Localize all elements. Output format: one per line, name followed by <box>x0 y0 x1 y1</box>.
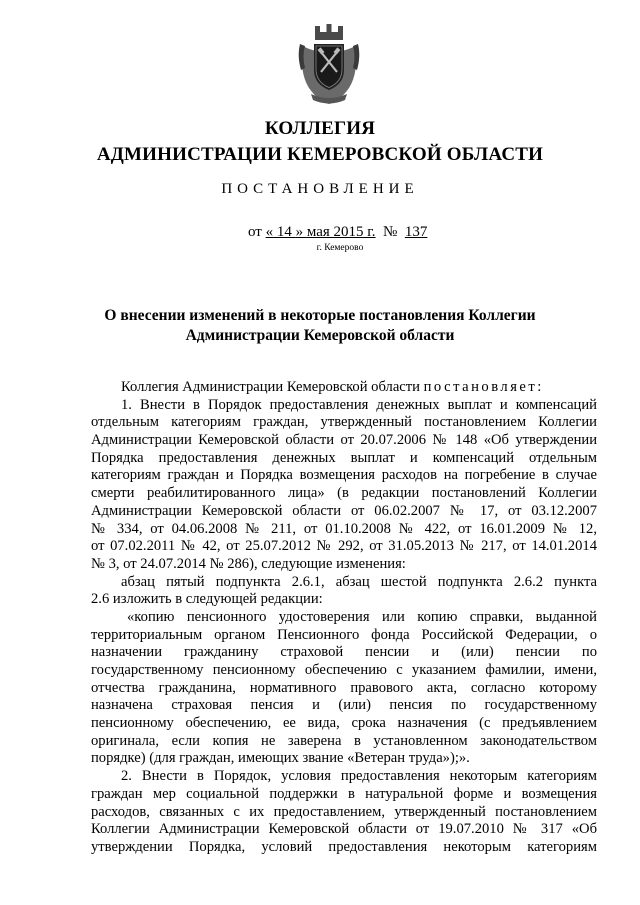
body-line: расходов, связанных с их предоставлением, утвержденный постановлением <box>91 803 597 820</box>
body-line: 1. Внести в Порядок предоставления денежных выплат и компенсаций <box>121 396 597 413</box>
body-line: «копию пенсионного удостоверения или копию справки, выданной <box>127 608 597 625</box>
body-line: № 334, от 04.06.2008 № 211, от 01.10.2008 № 422, от 16.01.2009 № 12, <box>91 520 597 537</box>
document-number: 137 <box>404 224 428 240</box>
body-line: отчества гражданина, нормативного правового акта, согласно которому <box>91 679 597 696</box>
date-month-year: мая 2015 г. <box>306 224 376 240</box>
date-prefix: от <box>248 224 262 240</box>
date-day: 14 <box>273 224 296 240</box>
title-line-1: О внесении изменений в некоторые постановления Коллегии <box>104 307 536 324</box>
body-line: категориям граждан и Порядка возмещения расходов на погребение в случае <box>91 467 597 484</box>
number-sign: № <box>383 224 398 240</box>
body-line: Администрации Кемеровской области от 20.07.2006 № 148 «Об утверждении <box>91 432 597 449</box>
intro-text: Коллегия Администрации Кемеровской области <box>121 379 420 395</box>
body-line: порядке) (для граждан, имеющих звание «Ветеран труда»);». <box>91 750 470 767</box>
body-line: смерти реабилитированного лица» (в редакции постановлений Коллегии <box>91 485 597 502</box>
body-line: территориальным органом Пенсионного фонда Российской Федерации, о <box>91 626 597 643</box>
coat-of-arms-emblem <box>297 22 361 108</box>
intro-line <box>91 379 597 397</box>
document-body <box>91 379 597 857</box>
body-line: Администрации Кемеровской области от 06.02.2007 № 17, от 03.12.2007 <box>91 502 597 519</box>
body-line: абзац пятый подпункта 2.6.1, абзац шестой подпункта 2.6.2 пункта <box>121 573 597 590</box>
body-line: оригинала, если копия не заверена в установленном законодательством <box>91 732 597 749</box>
body-line: от 07.02.2011 № 42, от 25.07.2012 № 292, от 31.05.2013 № 217, от 14.01.2014 <box>91 538 597 555</box>
intro-verb: постановляет: <box>423 379 544 395</box>
date-close-quote: » <box>295 224 307 240</box>
date-number-line <box>248 224 427 241</box>
body-line: утверждении Порядка, условий предоставления некоторым категориям <box>91 838 597 855</box>
body-line: 2.6 изложить в следующей редакции: <box>91 591 323 608</box>
city: г. Кемерово <box>316 243 364 253</box>
document-type: ПОСТАНОВЛЕНИЕ <box>221 181 419 197</box>
body-line: Коллегии Администрации Кемеровской области от 19.07.2010 № 317 «Об <box>91 821 597 838</box>
document-title <box>0 306 640 346</box>
organization-line-1: КОЛЛЕГИЯ <box>264 118 376 139</box>
body-line: граждан мер социальной поддержки в натуральной форме и возмещения <box>91 785 597 802</box>
organization-line-2: АДМИНИСТРАЦИИ КЕМЕРОВСКОЙ ОБЛАСТИ <box>96 144 544 165</box>
date-open-quote: « <box>265 224 274 240</box>
body-line: отдельным категориям граждан, утвержденный постановлением Коллегии <box>91 414 597 431</box>
body-line: назначении гражданину страховой пенсии и (или) пенсии по <box>91 644 597 661</box>
body-line: 2. Внести в Порядок, условия предоставления некоторым категориям <box>121 768 597 785</box>
body-line: Порядка предоставления денежных выплат и компенсаций отдельным <box>91 449 597 466</box>
body-line: пенсионному обеспечению, ее вида, срока назначения (с предъявлением <box>91 715 597 732</box>
title-line-2: Администрации Кемеровской области <box>185 327 455 344</box>
body-line: назначена страховая пенсия и (или) пенсия по государственному <box>91 697 597 714</box>
body-line: № 3, от 24.07.2014 № 286), следующие изменения: <box>91 555 406 572</box>
body-line: государственному пенсионному обеспечению с указанием фамилии, имени, <box>91 662 597 678</box>
